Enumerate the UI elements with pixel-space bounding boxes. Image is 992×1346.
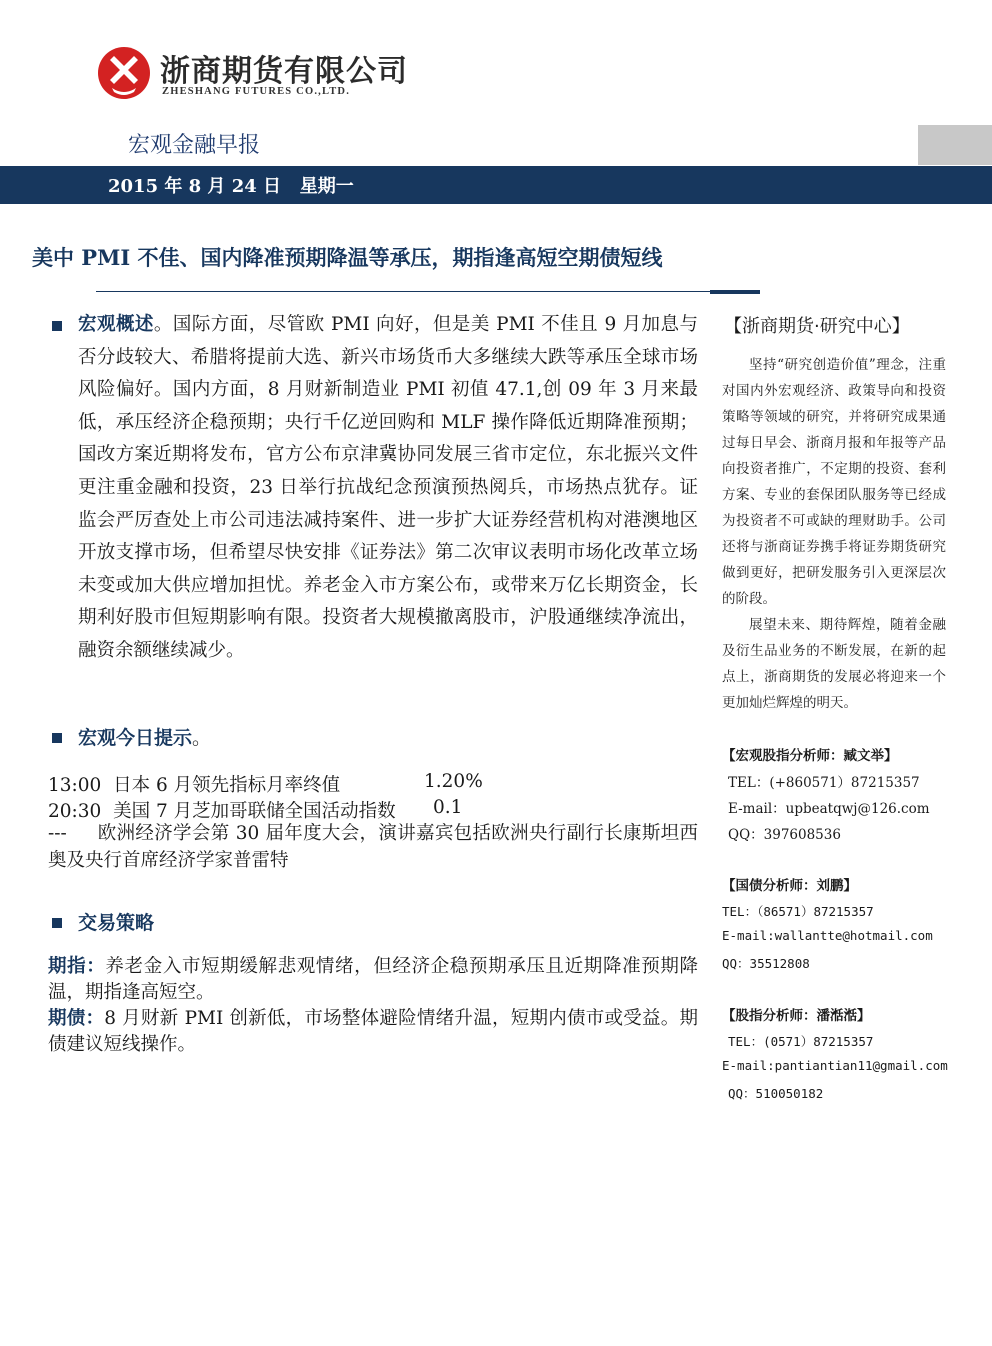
event-value: 1.20%: [424, 771, 483, 792]
overview-text: 。国际方面，尽管欧 PMI 向好，但是美 PMI 不佳且 9 月加息与否分歧较大、希腊将提前大选、新兴市场货币大多继续大跌等承压全球市场风险偏好。国内方面，8 月财新制造业 PMI 初值 47.1,创 09 年 3 月来最低，承压经济企稳预期；央行千亿逆回购和 MLF 操作降低近期降准预期；国改方案近期将发布，官方公布京津冀协同发展三省市定位，东北振兴文件更注重金融和投资，23 日举行抗战纪念预演预热阅兵，市场热点犹存。证监会严厉查处上市公司违法减持案件、进一步扩大证券经营机构对港澳地区开放支撑市场，但希望尽快安排《证券法》第二次审议表明市场化改革立场未变或加大供应增加担忧。养老金入市方案公布，或带来万亿长期资金，长期利好股市但短期影响有限。投资者大规模撤离股市，沪股通继续净流出，融资余额继续减少。: [78, 314, 698, 661]
event-row: [48, 820, 698, 874]
futures-text: 养老金入市短期缓解悲观情绪，但经济企稳预期承压且近期降准预期降温，期指逢高短空。: [48, 956, 698, 1003]
sidebar-outlook: 展望未来、期待辉煌，随着金融及衍生品业务的不断发展，在新的起点上，浙商期货的发展必将迎来一个更加灿烂辉煌的明天。: [722, 617, 946, 711]
bond-label: 期债：: [48, 1008, 105, 1029]
event-desc: 美国 7 月芝加哥联储全国活动指数: [113, 801, 396, 822]
sidebar-intro: 坚持“研究创造价值”理念，注重对国内外宏观经济、政策导向和投资策略等领域的研究，并将研究成果通过每日早会、浙商月报和年报等产品向投资者推广，不定期的投资、套利方案、专业的套保团队服务等已经成为投资者不可或缺的理财助手。公司还将与浙商证券携手将证券期货研究做到更好，把研发服务引入更深层次的阶段。: [722, 357, 946, 607]
strategy-heading: 交易策略: [78, 912, 155, 934]
page-headline: 美中 PMI 不佳、国内降准预期降温等承压，期指逢高短空期债短线: [32, 245, 663, 270]
event-desc: 欧洲经济学会第 30 届年度大会，演讲嘉宾包括欧洲央行副行长康斯坦西奥及央行首席经济学家普雷特: [48, 823, 699, 871]
company-logo: [97, 46, 151, 100]
analyst-qq: QQ：510050182: [728, 1086, 824, 1101]
event-desc: 日本 6 月领先指标月率终值: [113, 775, 341, 796]
analyst-email: E-mail:pantiantian11@gmail.com: [722, 1058, 948, 1073]
brand-name-en: ZHESHANG FUTURES CO.,LTD.: [162, 86, 351, 97]
futures-label: 期指：: [48, 956, 106, 977]
analyst-heading: 【宏观股指分析师：臧文举】: [722, 748, 898, 764]
analyst-tel: TEL：（86571）87215357: [722, 904, 874, 919]
sidebar-title: 【浙商期货·研究中心】: [724, 316, 910, 337]
today-heading: [78, 723, 211, 750]
headline-divider: [96, 291, 710, 292]
today-label: 宏观今日提示: [78, 727, 193, 749]
analyst-tel: TEL：(+860571）87215357: [728, 775, 920, 791]
bullet-icon: [52, 918, 62, 928]
event-time: 13:00: [48, 775, 102, 796]
event-time: ---: [48, 823, 67, 844]
event-value: 0.1: [433, 797, 463, 818]
analyst-qq: QQ：35512808: [722, 956, 810, 971]
event-time: 20:30: [48, 801, 102, 822]
analyst-qq: QQ：397608536: [728, 827, 841, 843]
decorative-block: [918, 125, 992, 165]
analyst-email: E-mail：upbeatqwj@126.com: [728, 801, 930, 817]
bullet-icon: [52, 321, 62, 331]
macro-overview: [78, 309, 698, 668]
report-title: 宏观金融早报: [128, 133, 261, 158]
analyst-email: E-mail:wallantte@hotmail.com: [722, 928, 933, 943]
event-row: [48, 771, 340, 797]
today-suffix: 。: [192, 727, 212, 749]
analyst-heading: 【股指分析师：潘湉湉】: [722, 1008, 871, 1024]
strategy-futures: [48, 954, 698, 1006]
headline-divider-accent: [710, 290, 760, 294]
brand-name-cn: 浙商期货有限公司: [160, 54, 408, 89]
bullet-icon: [52, 733, 62, 743]
bond-text: 8 月财新 PMI 创新低，市场整体避险情绪升温，短期内债市或受益。期债建议短线操作。: [48, 1008, 698, 1055]
overview-label: 宏观概述: [78, 314, 154, 335]
report-date: 2015 年 8 月 24 日 星期一: [108, 176, 354, 197]
strategy-bond: [48, 1006, 698, 1058]
analyst-heading: 【国债分析师：刘鹏】: [722, 878, 857, 894]
analyst-tel: TEL：(0571）87215357: [728, 1034, 874, 1049]
